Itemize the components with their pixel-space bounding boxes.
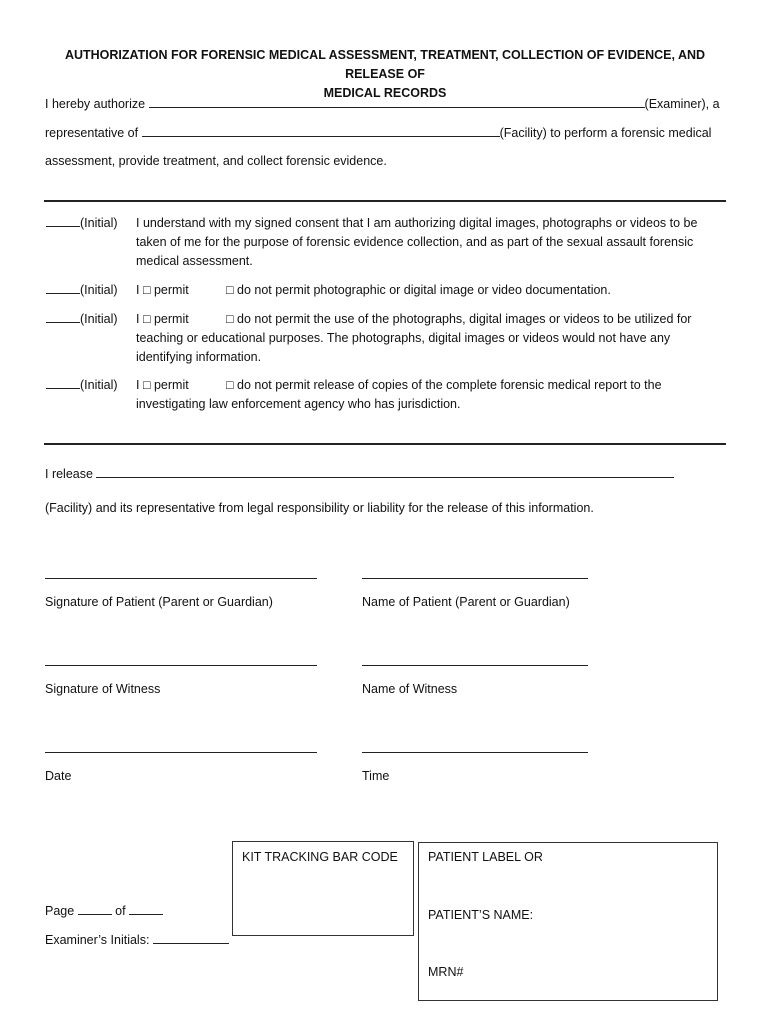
authorize-line xyxy=(45,94,725,113)
patient-name-line[interactable] xyxy=(362,578,588,579)
not-permit-option[interactable]: □ do not permit release of copies of the complete forensic medical report to the xyxy=(226,378,662,392)
witness-name-label: Name of Witness xyxy=(362,682,458,696)
clause-teaching-use-rest: teaching or educational purposes. The photographs, digital images or videos would not have any identifying information. xyxy=(136,331,671,364)
form-title-line2: MEDICAL RECORDS xyxy=(323,86,447,100)
initial-blank[interactable] xyxy=(46,214,80,227)
permit-option[interactable]: I □ permit xyxy=(136,312,189,326)
examiner-initials-label: Examiner’s Initials: xyxy=(45,933,150,947)
witness-signature-line[interactable] xyxy=(45,665,317,666)
facility-suffix: (Facility) to perform a forensic medical xyxy=(499,126,712,140)
initial-field-2[interactable] xyxy=(46,281,134,297)
release-line xyxy=(45,464,725,483)
date-label: Date xyxy=(45,769,72,783)
examiner-suffix: (Examiner), a xyxy=(644,97,720,111)
clause-report-release xyxy=(136,376,726,414)
authorize-prefix: I hereby authorize xyxy=(45,97,146,111)
clause-consent-text: I understand with my signed consent that I am authorizing digital images, photographs or videos to be taken of me for the purpose of forensic evidence collection, and as part of the sexual assault forensic medical assessment. xyxy=(136,216,698,268)
clause-teaching-use xyxy=(136,310,726,367)
release-statement: (Facility) and its representative from legal responsibility or liability for the release of this information. xyxy=(45,501,594,515)
section-divider-top xyxy=(44,200,726,202)
form-title-line1: AUTHORIZATION FOR FORENSIC MEDICAL ASSESSMENT, TREATMENT, COLLECTION OF EVIDENCE, AND RELEASE OF xyxy=(64,48,706,81)
clause-report-release-rest: investigating law enforcement agency who has jurisdiction. xyxy=(136,397,461,411)
time-label: Time xyxy=(362,769,390,783)
initial-field-3[interactable] xyxy=(46,310,134,326)
initial-blank[interactable] xyxy=(46,376,80,389)
section-divider-bottom xyxy=(44,443,726,445)
initial-label: (Initial) xyxy=(80,312,118,326)
examiner-name-field[interactable] xyxy=(149,94,645,108)
initial-blank[interactable] xyxy=(46,281,80,294)
permit-option[interactable]: I □ permit xyxy=(136,378,189,392)
patient-name-text: PATIENT’S NAME: xyxy=(428,908,534,922)
release-name-field[interactable] xyxy=(96,464,674,478)
initial-field-4[interactable] xyxy=(46,376,134,392)
of-label: of xyxy=(115,904,126,918)
examiner-initials xyxy=(45,931,229,948)
representative-prefix: representative of xyxy=(45,126,139,140)
page-label: Page xyxy=(45,904,75,918)
patient-signature-line[interactable] xyxy=(45,578,317,579)
release-prefix: I release xyxy=(45,467,93,481)
kit-tracking-label: KIT TRACKING BAR CODE xyxy=(242,850,398,864)
initial-blank[interactable] xyxy=(46,310,80,323)
patient-label-box xyxy=(418,842,718,1001)
representative-line xyxy=(45,123,735,142)
permit-option[interactable]: I □ permit xyxy=(136,283,189,297)
authorization-continuation: assessment, provide treatment, and collect forensic evidence. xyxy=(45,154,387,168)
not-permit-option[interactable]: □ do not permit the use of the photographs, digital images or videos to be utilized for xyxy=(226,312,692,326)
witness-signature-label: Signature of Witness xyxy=(45,682,161,696)
patient-name-label: Name of Patient (Parent or Guardian) xyxy=(362,595,570,609)
page-total-field[interactable] xyxy=(129,902,163,915)
date-line[interactable] xyxy=(45,752,317,753)
mrn-text: MRN# xyxy=(428,965,464,979)
facility-name-field[interactable] xyxy=(142,123,500,137)
examiner-initials-field[interactable] xyxy=(153,931,229,944)
clause-photo-documentation xyxy=(136,281,726,300)
patient-label-text: PATIENT LABEL OR xyxy=(428,850,543,864)
initial-label: (Initial) xyxy=(80,378,118,392)
patient-signature-label: Signature of Patient (Parent or Guardian) xyxy=(45,595,273,609)
witness-name-line[interactable] xyxy=(362,665,588,666)
not-permit-option[interactable]: □ do not permit photographic or digital image or video documentation. xyxy=(226,283,611,297)
initial-label: (Initial) xyxy=(80,216,118,230)
kit-tracking-barcode-box xyxy=(232,841,414,936)
initial-label: (Initial) xyxy=(80,283,118,297)
time-line[interactable] xyxy=(362,752,588,753)
page-number-field[interactable] xyxy=(78,902,112,915)
initial-field-1[interactable] xyxy=(46,214,134,230)
page-numbering xyxy=(45,902,163,919)
